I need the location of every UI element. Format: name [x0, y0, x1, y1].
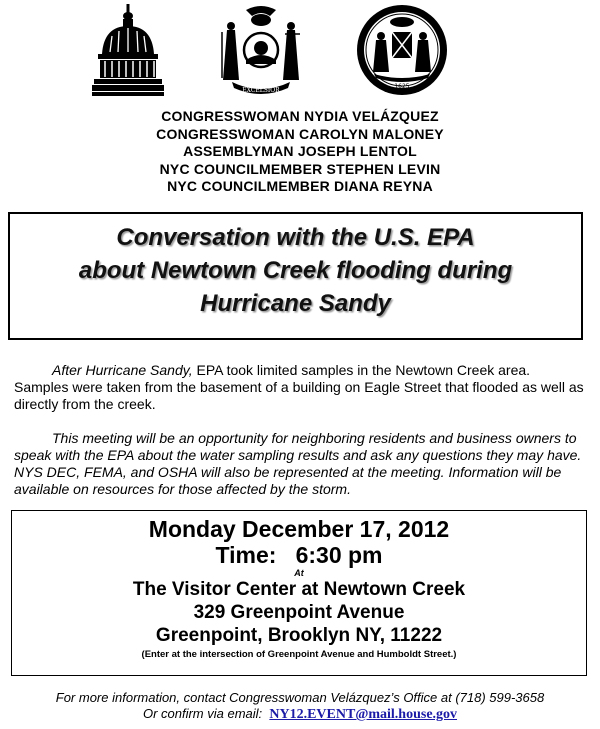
footer — [0, 690, 600, 723]
svg-text:1625: 1625 — [394, 83, 410, 90]
event-title-box — [8, 212, 583, 340]
official-name: CONGRESSWOMAN NYDIA VELÁZQUEZ — [161, 108, 439, 124]
confirm-line — [0, 706, 600, 723]
event-title-line: Hurricane Sandy — [200, 290, 391, 317]
event-details-box — [11, 510, 587, 676]
event-title-line: about Newtown Creek flooding during — [78, 257, 513, 284]
event-time: Time: 6:30 pm — [215, 542, 383, 568]
intro-text: EPA took limited samples in the Newtown Creek area. Samples were taken from the basement of a building on Eagle Street that flooded as well as directly from the creek. — [14, 362, 584, 412]
venue-city: Greenpoint, Brooklyn NY, 11222 — [155, 625, 443, 646]
intro-lead: After Hurricane Sandy, — [52, 362, 193, 378]
meeting-purpose-paragraph — [14, 430, 584, 498]
email-link[interactable]: NY12.EVENT@mail.house.gov — [269, 707, 458, 722]
header-seals — [0, 4, 600, 100]
meeting-purpose-text: This meeting will be an opportunity for neighboring residents and business owners to speak with the EPA about the water sampling results and ask any questions they may have. NYS DEC, FEMA, and OSHA will also be represented at the meeting. Information will be available on resources for those affected by the storm. — [14, 430, 582, 497]
event-title-line: Conversation with the U.S. EPA — [116, 224, 475, 251]
official-name: ASSEMBLYMAN JOSEPH LENTOL — [183, 143, 417, 159]
intro-paragraph — [14, 362, 584, 413]
official-name: NYC COUNCILMEMBER STEPHEN LEVIN — [159, 160, 441, 177]
capitol-dome-icon — [92, 4, 164, 98]
new-york-state-seal-icon — [218, 4, 304, 98]
venue-street: 329 Greenpoint Avenue — [193, 602, 405, 623]
svg-text:EXCELSIOR: EXCELSIOR — [242, 87, 280, 94]
entrance-note: (Enter at the intersection of Greenpoint Avenue and Humboldt Street.) — [141, 649, 457, 660]
official-name: CONGRESSWOMAN CAROLYN MALONEY — [156, 125, 444, 142]
confirm-label: Or confirm via email: — [142, 706, 270, 721]
official-name: NYC COUNCILMEMBER DIANA REYNA — [167, 178, 433, 194]
officials-list — [0, 108, 600, 196]
new-york-city-seal-icon — [356, 4, 448, 96]
contact-line: For more information, contact Congresswoman Velázquez’s Office at (718) 599-3658 — [55, 690, 545, 705]
at-label: At — [294, 568, 304, 578]
venue-name: The Visitor Center at Newtown Creek — [132, 579, 466, 600]
event-date: Monday December 17, 2012 — [148, 516, 450, 542]
